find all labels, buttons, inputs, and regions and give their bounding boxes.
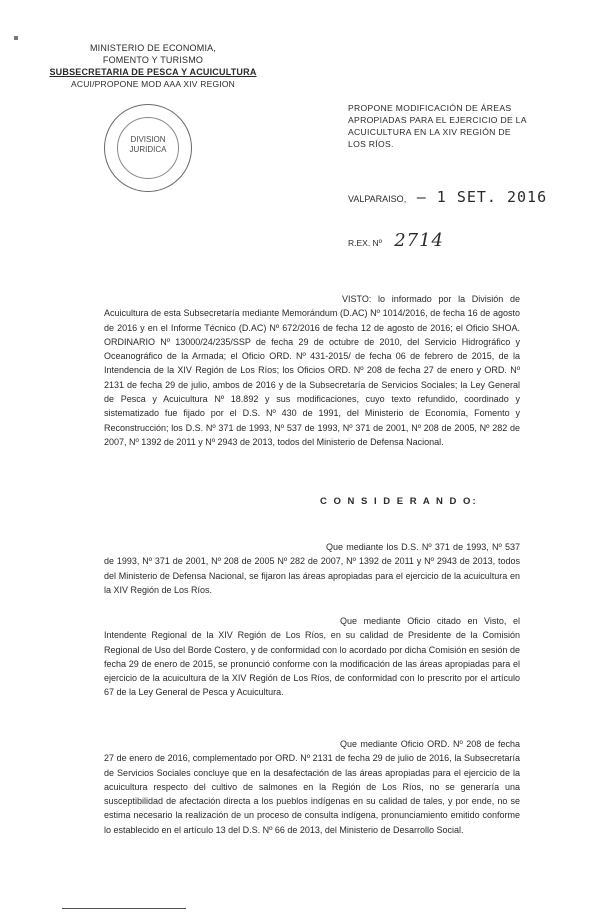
scan-mark <box>14 36 18 40</box>
considerando-paragraph-2: Que mediante Oficio citado en Visto, el Intendente Regional de la XIV Región de Los Ríos, en su calidad de Presidente de la Comisión Regional de Uso del Borde Costero, y de conformidad con lo acordado por dicha Comisión en sesión de fecha 29 de enero de 2015, se pronunció conforme con la modificación de las áreas apropiadas para el ejercicio de la acuicultura de la XIV Región de Los Ríos, de conformidad con lo prescrito por el artículo 67 de la Ley General de Pesca y Acuicultura. <box>104 616 520 698</box>
considerando-paragraph-1: Que mediante los D.S. Nº 371 de 1993, Nº 537 de 1993, Nº 371 de 2001, Nº 208 de 2005 Nº 282 de 2007, Nº 1392 de 2011 y Nº 2943 de 2013, todos del Ministerio de Defensa Nacional, se fijaron las áreas apropiadas para el ejercicio de la acuicultura en la XIV Región de Los Ríos. <box>104 542 520 595</box>
visto-paragraph: VISTO: lo informado por la División de Acuicultura de esta Subsecretaría mediante Memorándum (D.AC) Nº 1014/2016, de fecha 16 de agosto de 2016 y en el Informe Técnico (D.AC) Nº 672/2016 de fecha 12 de agosto de 2016; el Oficio SHOA. ORDINARIO Nº 13000/24/235/SSP de fecha 29 de octubre de 2010, del Servicio Hidrográfico y Oceanográfico de la Armada; el Oficio ORD. Nº 431-2015/ de fecha 06 de febrero de 2015, de la Intendencia de la XIV Región de Los Ríos; los Oficios ORD. Nº 208 de fecha 27 de enero y ORD. Nº 2131 de fecha 29 de julio, ambos de 2016 y de la Subsecretaría de Servicios Sociales; la Ley General de Pesca y Acuicultura Nº 18.892 y sus modificaciones, cuyo texto refundido, coordinado y sistematizado fue fijado por el D.S. Nº 430 de 1991, del Ministerio de Economía, Fomento y Reconstrucción; los D.S. Nº 371 de 1993, Nº 537 de 1993, Nº 371 de 2001, Nº 208 de 2005, Nº 282 de 2007, Nº 1392 de 2011 y Nº 2943 de 2013, todos del Ministerio de Defensa Nacional. <box>104 294 520 447</box>
considerando-paragraph-3: Que mediante Oficio ORD. Nº 208 de fecha 27 de enero de 2016, complementado por ORD. Nº 2131 de fecha 29 de julio de 2016, la Subsecretaría de Servicios Sociales concluye que en la desafectación de las áreas apropiadas para el ejercicio de la acuicultura respecto del cultivo de salmones en la Región de Los Ríos, no se generaría una susceptibilidad de afectación directa a los pueblos indígenas en su calidad de tales, y por ende, no se estima necesario la realización de un proceso de consulta indígena, pronunciamiento emitido conforme lo establecido en el artículo 13 del D.S. Nº 66 de 2013, del Ministerio de Desarrollo Social. <box>104 739 520 835</box>
considerando-heading: C O N S I D E R A N D O: <box>320 496 478 507</box>
subject-block: PROPONE MODIFICACIÓN DE ÁREAS APROPIADAS PARA EL EJERCICIO DE LA ACUICULTURA EN LA XIV REGIÓN DE LOS RÍOS. <box>348 103 527 149</box>
stamp-line-2: JURIDICA <box>129 145 167 154</box>
stamp-line-1: DIVISION <box>130 135 166 144</box>
ministry-line-1: MINISTERIO DE ECONOMIA, <box>89 43 217 53</box>
ministry-line-2: FOMENTO Y TURISMO <box>102 55 204 65</box>
place-date <box>348 188 547 206</box>
rex-number: 2714 <box>394 230 444 251</box>
rex-label: R.EX. Nº <box>348 238 382 248</box>
place-city: VALPARAISO, <box>348 194 407 204</box>
division-stamp <box>104 104 192 192</box>
document-date: – 1 SET. 2016 <box>416 188 548 206</box>
stamp-text <box>105 135 191 155</box>
subsecretaria-name: SUBSECRETARIA DE PESCA Y ACUICULTURA <box>49 67 257 77</box>
footer-rule <box>62 908 186 909</box>
resolution-number <box>348 230 444 251</box>
document-reference: ACUI/PROPONE MOD AAA XIV REGION <box>71 79 235 89</box>
letterhead <box>48 42 258 90</box>
